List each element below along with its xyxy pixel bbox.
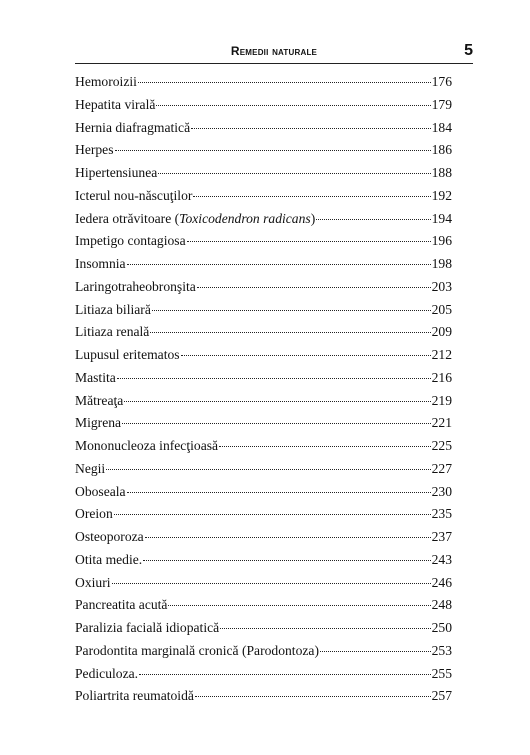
toc-entry-page: 188 <box>431 165 452 180</box>
toc-entry <box>75 208 452 231</box>
toc-entry-title: Hemoroizii <box>75 74 137 89</box>
toc-entry <box>75 435 452 458</box>
dot-leader <box>152 310 431 311</box>
toc-entry-page: 179 <box>431 96 452 112</box>
toc-entry-title: Negii <box>75 460 106 476</box>
dot-leader <box>219 446 431 447</box>
dot-leader <box>145 537 431 538</box>
toc-entry-title: Pediculoza. <box>75 665 139 681</box>
toc-entry-page: 221 <box>431 415 452 431</box>
toc-entry-page: 194 <box>431 210 452 226</box>
toc-entry <box>75 412 452 435</box>
table-of-contents <box>75 71 452 708</box>
toc-entry-page: 237 <box>431 529 452 544</box>
toc-entry <box>75 94 452 117</box>
dot-leader <box>320 651 431 652</box>
toc-entry-title: Litiaza biliară <box>75 301 151 317</box>
toc-entry-title: Herpes <box>75 142 114 158</box>
dot-leader <box>191 128 431 129</box>
toc-entry-page: 209 <box>431 324 452 340</box>
toc-entry-page: 219 <box>431 392 452 408</box>
toc-entry <box>75 503 452 526</box>
toc-entry-page: 246 <box>431 574 452 590</box>
toc-entry <box>75 299 452 322</box>
toc-entry-title: Osteoporoza <box>75 529 144 544</box>
page-number: 5 <box>464 42 473 59</box>
toc-entry-title: Otita medie. <box>75 551 143 567</box>
toc-entry-page: 243 <box>431 551 452 567</box>
toc-entry-page: 235 <box>431 506 452 522</box>
toc-entry <box>75 139 452 162</box>
dot-leader <box>197 287 431 288</box>
toc-entry <box>75 276 452 299</box>
toc-entry <box>75 458 452 481</box>
dot-leader <box>127 492 431 493</box>
toc-entry <box>75 230 452 253</box>
dot-leader <box>181 355 431 356</box>
toc-entry-title: Insomnia <box>75 256 126 271</box>
toc-entry-page: 257 <box>431 688 452 704</box>
toc-entry-page: 192 <box>431 187 452 203</box>
toc-entry-page: 205 <box>431 301 452 317</box>
toc-entry-page: 248 <box>431 597 452 613</box>
toc-entry-page: 184 <box>431 119 452 135</box>
toc-entry <box>75 663 452 686</box>
page-header <box>75 44 473 64</box>
toc-entry-page: 186 <box>431 142 452 158</box>
toc-entry-title: Hipertensiunea <box>75 165 158 180</box>
toc-entry <box>75 617 452 640</box>
toc-entry-title: Paralizia facială idiopatică <box>75 620 220 635</box>
toc-entry-title: Lupusul eritematos <box>75 347 180 362</box>
dot-leader <box>106 469 430 470</box>
toc-entry-page: 255 <box>431 665 452 681</box>
dot-leader <box>143 560 430 561</box>
dot-leader <box>117 378 431 379</box>
dot-leader <box>187 241 431 242</box>
toc-entry-title: Mononucleoza infecţioasă <box>75 438 219 453</box>
toc-entry-title: Oreion <box>75 506 113 522</box>
toc-entry-page: 230 <box>431 483 452 499</box>
toc-entry-title: Pancreatita acută <box>75 597 168 613</box>
toc-entry-title: Oxiuri <box>75 574 111 590</box>
toc-entry-page: 176 <box>431 74 452 89</box>
toc-entry <box>75 549 452 572</box>
dot-leader <box>168 605 430 606</box>
dot-leader <box>127 264 431 265</box>
toc-entry-page: 250 <box>431 620 452 635</box>
toc-entry-title: Migrena <box>75 415 122 431</box>
toc-entry-title: Mastita <box>75 369 116 385</box>
toc-entry-page: 227 <box>431 460 452 476</box>
dot-leader <box>138 82 431 83</box>
dot-leader <box>220 628 430 629</box>
running-header-title: Remedii naturale <box>230 44 318 58</box>
toc-entry-title: Litiaza renală <box>75 324 150 340</box>
toc-entry-title: Impetigo contagiosa <box>75 233 186 249</box>
toc-entry-page: 212 <box>431 347 452 362</box>
toc-entry-page: 253 <box>431 642 452 658</box>
dot-leader <box>115 150 431 151</box>
toc-entry <box>75 390 452 413</box>
toc-entry-title: Hernia diafragmatică <box>75 119 191 135</box>
dot-leader <box>114 514 431 515</box>
toc-entry-title: Parodontita marginală cronică (Parodontoza) <box>75 642 319 658</box>
toc-entry <box>75 321 452 344</box>
toc-entry <box>75 253 452 276</box>
toc-entry-page: 216 <box>431 369 452 385</box>
toc-entry <box>75 481 452 504</box>
dot-leader <box>139 674 431 675</box>
toc-entry <box>75 71 452 94</box>
dot-leader <box>122 423 431 424</box>
header-rule <box>75 63 473 64</box>
toc-entry <box>75 162 452 185</box>
toc-entry <box>75 640 452 663</box>
toc-entry <box>75 344 452 367</box>
toc-entry-title: Iedera otrăvitoare (Toxicodendron radicans) <box>75 210 316 226</box>
dot-leader <box>124 401 430 402</box>
toc-entry <box>75 572 452 595</box>
toc-entry-title: Oboseala <box>75 483 126 499</box>
toc-entry-page: 198 <box>431 256 452 271</box>
dot-leader <box>158 173 430 174</box>
toc-entry <box>75 185 452 208</box>
toc-entry-title: Mătreaţa <box>75 392 124 408</box>
toc-entry <box>75 685 452 708</box>
dot-leader <box>193 196 430 197</box>
toc-entry-page: 196 <box>431 233 452 249</box>
toc-entry-title: Poliartrita reumatoidă <box>75 688 194 704</box>
dot-leader <box>195 696 431 697</box>
dot-leader <box>316 219 430 220</box>
toc-entry <box>75 594 452 617</box>
toc-entry-title: Icterul nou-născuţilor <box>75 187 193 203</box>
toc-entry <box>75 526 452 549</box>
toc-entry <box>75 367 452 390</box>
toc-entry-title: Hepatita virală <box>75 96 156 112</box>
dot-leader <box>112 583 431 584</box>
toc-entry-title: Laringotraheobronşita <box>75 278 196 294</box>
dot-leader <box>150 332 430 333</box>
toc-entry-page: 225 <box>431 438 452 453</box>
dot-leader <box>156 105 430 106</box>
toc-entry <box>75 117 452 140</box>
toc-entry-page: 203 <box>431 278 452 294</box>
